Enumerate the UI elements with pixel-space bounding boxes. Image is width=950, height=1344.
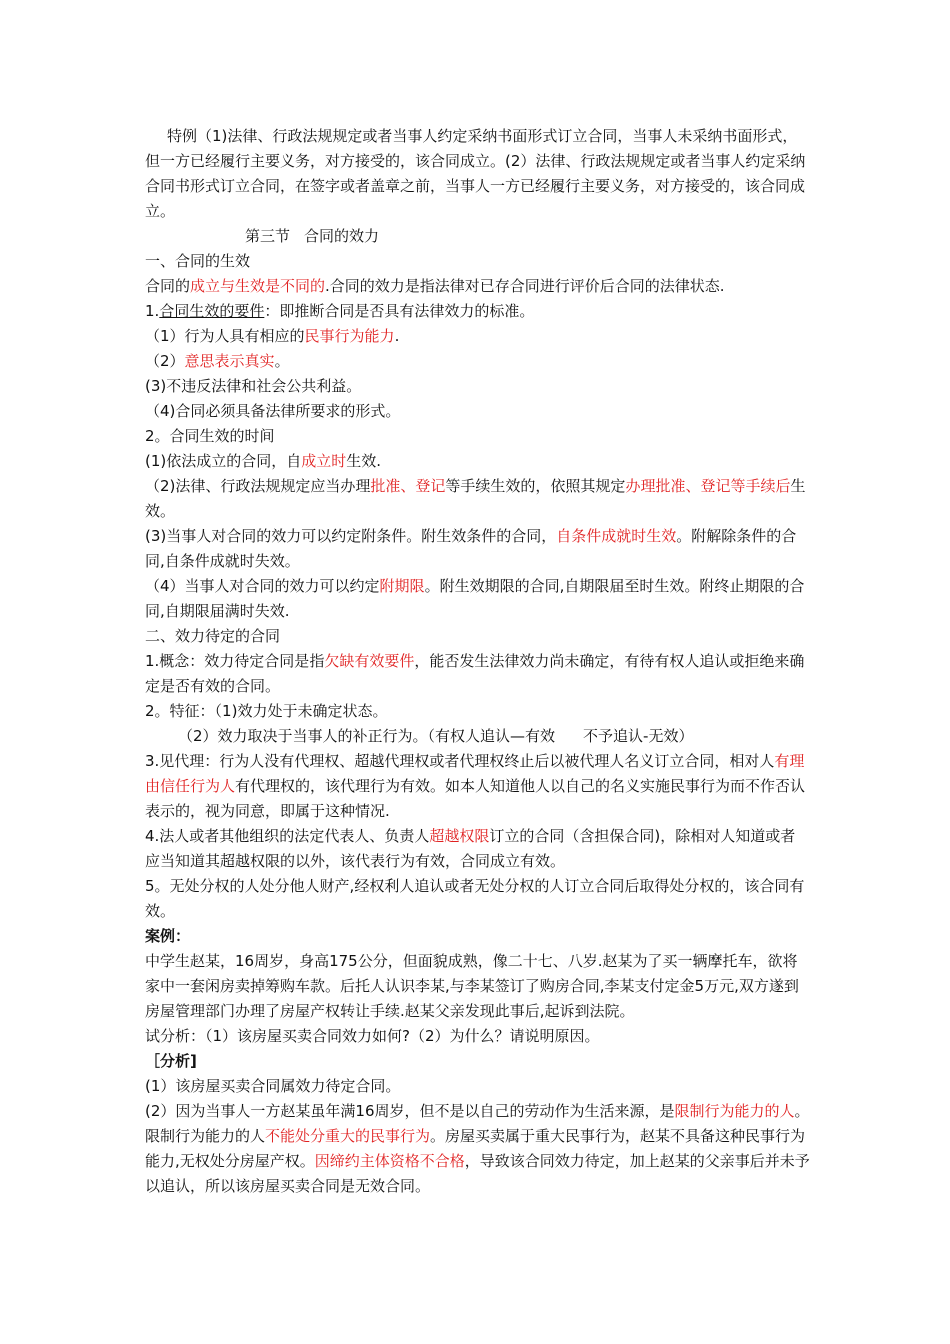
emphasis-text: 不能处分重大的民事行为	[265, 1127, 431, 1145]
emphasis-text: 成立与生效是不同的	[190, 277, 326, 295]
effective-time-2: （2)法律、行政法规规定应当办理批准、登记等手续生效的，依照其规定办理批准、登记等手续后生效。	[145, 477, 806, 520]
emphasis-text: 超越权限	[429, 827, 490, 845]
section-number: 第三节	[245, 227, 291, 245]
legal-representative: 4.法人或者其他组织的法定代表人、负责人超越权限订立的合同（含担保合同)，除相对人知道或者应当知道其超越权限的以外，该代表行为有效，合同成立有效。	[145, 827, 796, 870]
analysis-1: (1）该房屋买卖合同属效力待定合同。	[145, 1077, 401, 1095]
case-question: 试分析：（1）该房屋买卖合同效力如何?（2）为什么？请说明原因。	[145, 1027, 600, 1045]
emphasis-text: 因缔约主体资格不合格	[314, 1152, 465, 1170]
case-label: 案例：	[145, 927, 191, 945]
document-body	[145, 124, 810, 1199]
pending-concept: 1.概念：效力待定合同是指欠缺有效要件，能否发生法律效力尚未确定，有待有权人追认或拒绝来确定是否有效的合同。	[145, 652, 805, 695]
case-text: 中学生赵某，16周岁，身高175公分，但面貌成熟，像二十七、八岁.赵某为了买一辆摩托车，欲将家中一套闲房卖掉筹购车款。后托人认识李某,与李某签订了购房合同,李某支付定金5万元,双方遂到房屋管理部门办理了房屋产权转让手续.赵某父亲发现此事后,起诉到法院。	[145, 952, 799, 1020]
special-case-paragraph: 特例（1)法律、行政法规规定或者当事人约定采纳书面形式订立合同，当事人未采纳书面形式，但一方已经履行主要义务，对方接受的，该合同成立。(2）法律、行政法规规定或者当事人约定采纳合同书形式订立合同，在签字或者盖章之前，当事人一方已经履行主要义务，对方接受的，该合同成立。	[145, 127, 806, 220]
requirement-3: (3)不违反法律和社会公共利益。	[145, 377, 362, 395]
requirement-4: （4)合同必须具备法律所要求的形式。	[145, 402, 401, 420]
pending-feature-1: 2。特征：（1)效力处于未确定状态。	[145, 702, 388, 720]
requirements-heading: 1.合同生效的要件：即推断合同是否具有法律效力的标准。	[145, 302, 535, 320]
part1-heading: 一、合同的生效	[145, 252, 251, 270]
no-disposal-right: 5。无处分权的人处分他人财产,经权利人追认或者无处分权的人订立合同后取得处分权的，该合同有效。	[145, 877, 805, 920]
underlined-term: 合同生效的要件	[159, 302, 265, 320]
requirement-2: （2）意思表示真实。	[145, 352, 290, 370]
analysis-2: (2）因为当事人一方赵某虽年满16周岁，但不是以自己的劳动作为生活来源，是限制行为能力的人。限制行为能力的人不能处分重大的民事行为。房屋买卖属于重大民事行为，赵某不具备这种民事行为能力,无权处分房屋产权。因缔约主体资格不合格，导致该合同效力待定，加上赵某的父亲事后并未予以追认，所以该房屋买卖合同是无效合同。	[145, 1102, 810, 1195]
emphasis-text: 自条件成就时生效	[556, 527, 677, 545]
emphasis-text: 欠缺有效要件	[324, 652, 415, 670]
effective-time-1: (1)依法成立的合同，自成立时生效.	[145, 452, 382, 470]
effective-time-heading: 2。合同生效的时间	[145, 427, 275, 445]
effectiveness-intro: 合同的成立与生效是不同的.合同的效力是指法律对已存合同进行评价后合同的法律状态.	[145, 277, 725, 295]
emphasis-text: 附期限	[379, 577, 425, 595]
emphasis-text: 限制行为能力的人	[674, 1102, 795, 1120]
section-heading: 合同的效力	[304, 227, 380, 245]
effective-time-3: (3)当事人对合同的效力可以约定附条件。附生效条件的合同，自条件成就时生效。附解除条件的合同,自条件成就时失效。	[145, 527, 797, 570]
emphasis-text: 有理由信任行为人	[145, 752, 805, 795]
pending-feature-2: （2）效力取决于当事人的补正行为。（有权人追认—有效 不予追认-无效）	[178, 727, 694, 745]
section-title	[145, 224, 810, 249]
analysis-label: ［分析]	[145, 1052, 197, 1070]
emphasis-text: 成立时	[301, 452, 347, 470]
effective-time-4: （4）当事人对合同的效力可以约定附期限。附生效期限的合同,自期限届至时生效。附终止期限的合同,自期限届满时失效.	[145, 577, 805, 620]
part2-heading: 二、效力待定的合同	[145, 627, 281, 645]
emphasis-text: 意思表示真实	[184, 352, 275, 370]
emphasis-text: 办理批准、登记等手续后	[625, 477, 791, 495]
requirement-1: （1）行为人具有相应的民事行为能力.	[145, 327, 400, 345]
emphasis-text: 批准、登记	[370, 477, 446, 495]
apparent-agency: 3.见代理：行为人没有代理权、超越代理权或者代理权终止后以被代理人名义订立合同，相对人有理由信任行为人有代理权的，该代理行为有效。如本人知道他人以自己的名义实施民事行为而不作否认表示的，视为同意，即属于这种情况.	[145, 752, 806, 820]
emphasis-text: 民事行为能力	[304, 327, 395, 345]
